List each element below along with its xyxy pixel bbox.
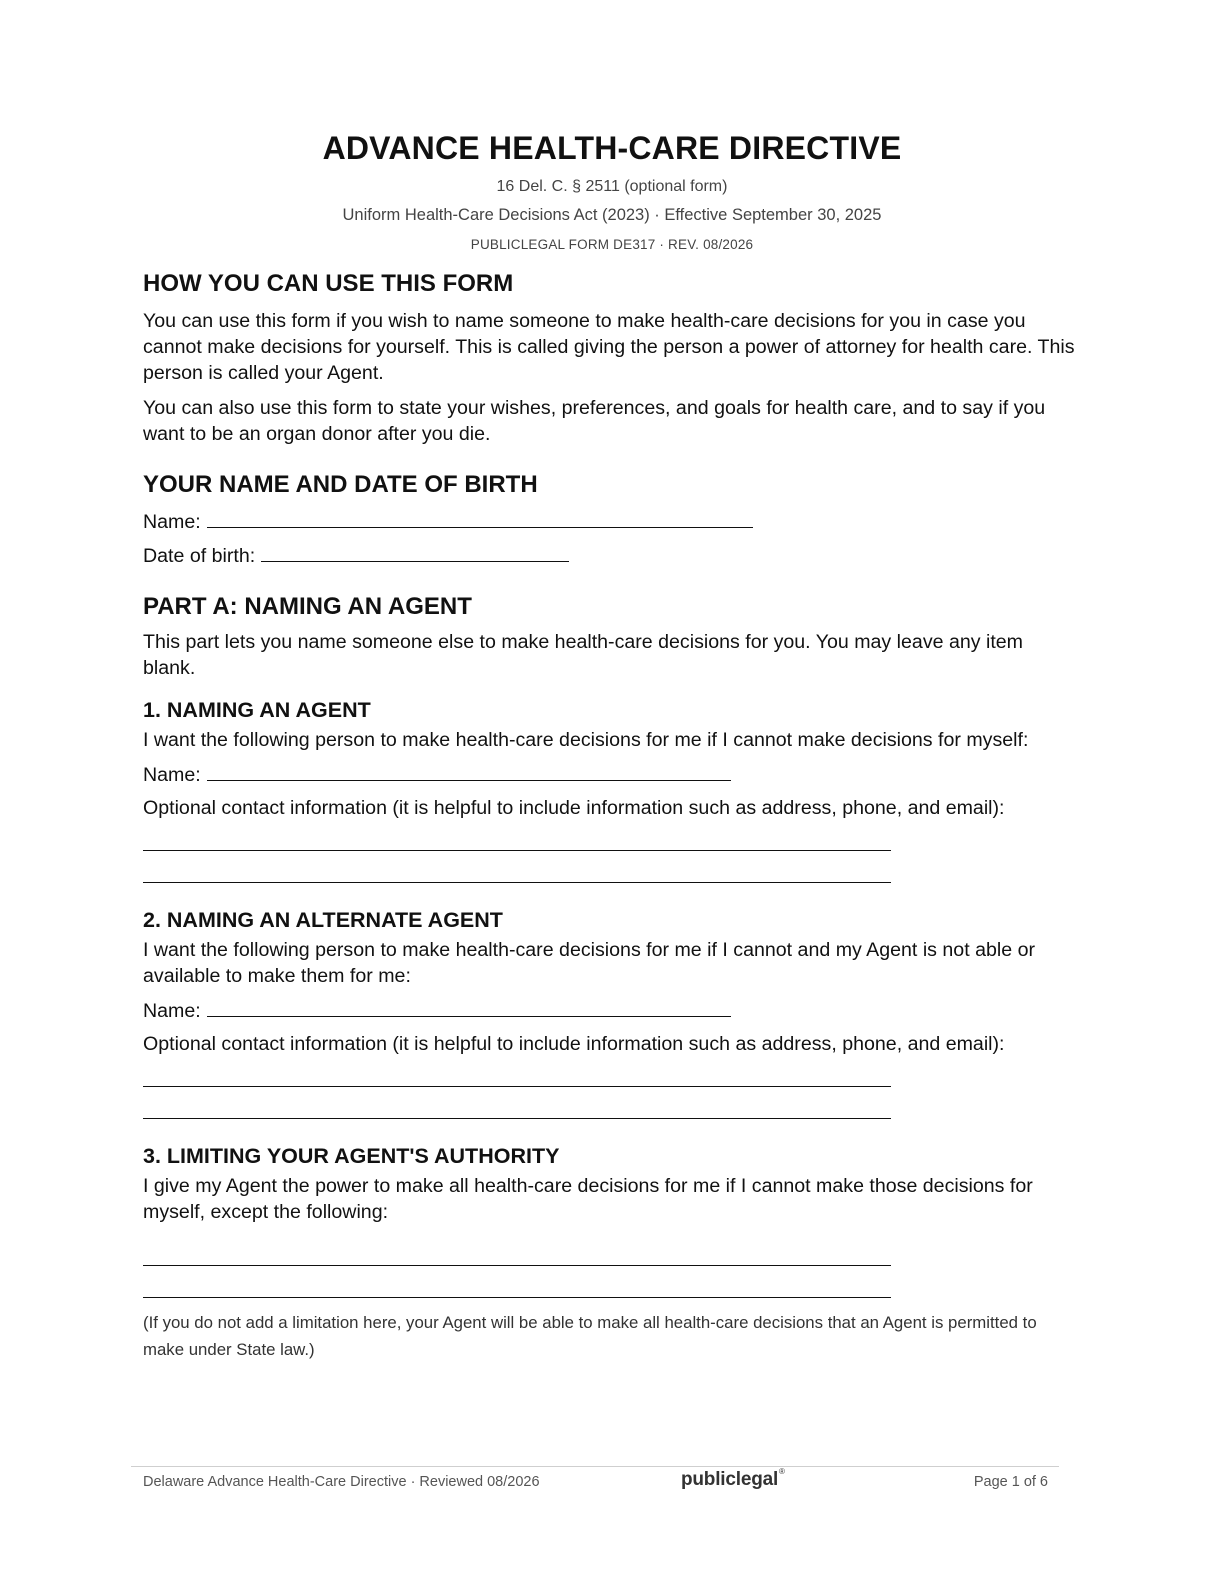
alternate-agent-name-label: Name: xyxy=(143,1000,201,1022)
statute-citation: 16 Del. C. § 2511 (optional form) xyxy=(496,178,728,195)
part-a-heading: PART A: NAMING AN AGENT xyxy=(143,593,472,620)
limitation-note: (If you do not add a limitation here, your Agent will be able to make all health-care decisions that an Agent is permitted to make under State law.) xyxy=(143,1313,1037,1359)
alternate-agent-name-row xyxy=(143,996,1078,1024)
document-title: ADVANCE HEALTH-CARE DIRECTIVE xyxy=(322,130,902,166)
form-body xyxy=(143,268,1078,1363)
how-to-use-paragraph-2: You can also use this form to state your wishes, preferences, and goals for health care, and to say if you want to be an organ donor after you die. xyxy=(143,397,1046,445)
how-to-use-heading: HOW YOU CAN USE THIS FORM xyxy=(143,270,514,297)
principal-name-row xyxy=(143,507,1078,535)
section-3-text: I give my Agent the power to make all health-care decisions for me if I cannot make those decisions for myself, except the following: xyxy=(143,1175,1033,1223)
principal-dob-label: Date of birth: xyxy=(143,545,256,567)
page-number: Page 1 of 6 xyxy=(973,1474,1048,1490)
alternate-agent-contact-label: Optional contact information (it is helpful to include information such as address, phone, and email): xyxy=(143,1033,1005,1055)
identity-heading: YOUR NAME AND DATE OF BIRTH xyxy=(143,471,538,498)
section-1-text: I want the following person to make health-care decisions for me if I cannot make decisions for myself: xyxy=(143,729,1029,751)
agent-contact-label: Optional contact information (it is helpful to include information such as address, phone, and email): xyxy=(143,797,1005,819)
section-2-heading: 2. NAMING AN ALTERNATE AGENT xyxy=(143,908,503,932)
section-1-heading: 1. NAMING AN AGENT xyxy=(143,698,371,722)
agent-name-field[interactable] xyxy=(207,760,731,781)
agent-name-row xyxy=(143,760,1078,788)
principal-dob-row xyxy=(143,541,1078,569)
act-reference: Uniform Health-Care Decisions Act (2023) · Effective September 30, 2025 xyxy=(342,206,882,224)
part-a-intro: This part lets you name someone else to make health-care decisions for you. You may leave any item blank. xyxy=(143,631,1024,679)
registered-mark-icon: ® xyxy=(779,1467,785,1476)
principal-name-field[interactable] xyxy=(207,507,753,528)
agent-name-label: Name: xyxy=(143,764,201,786)
how-to-use-paragraph-1: You can use this form if you wish to name someone to make health-care decisions for you in case you cannot make decisions for yourself. This is called giving the person a power of attorney for health care. This person is called your Agent. xyxy=(143,310,1075,384)
footer-document-info: Delaware Advance Health-Care Directive · Reviewed 08/2026 xyxy=(143,1474,540,1490)
form-identifier: PUBLICLEGAL FORM DE317 · REV. 08/2026 xyxy=(470,237,754,252)
brand-wordmark: publiclegal xyxy=(681,1469,779,1490)
section-2-text: I want the following person to make health-care decisions for me if I cannot and my Agent is not able or available to make them for me: xyxy=(143,939,1036,987)
publiclegal-logo xyxy=(681,1469,785,1491)
principal-dob-field[interactable] xyxy=(261,541,569,562)
section-3-heading: 3. LIMITING YOUR AGENT'S AUTHORITY xyxy=(143,1144,560,1168)
footer-divider xyxy=(131,1466,1059,1467)
alternate-agent-name-field[interactable] xyxy=(207,996,731,1017)
principal-name-label: Name: xyxy=(143,511,201,533)
